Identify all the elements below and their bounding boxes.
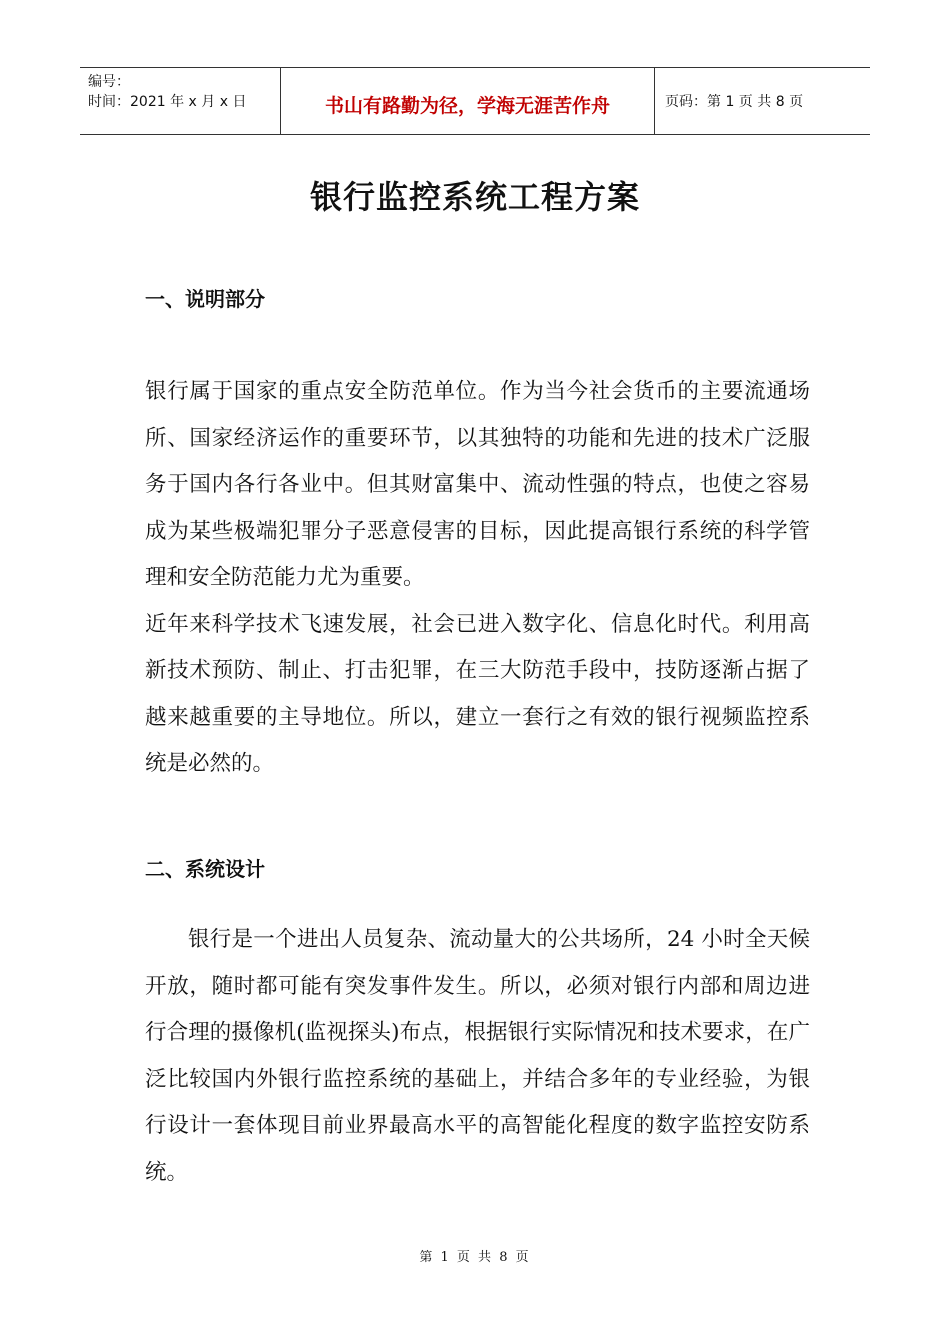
page-footer: 第 1 页 共 8 页 xyxy=(419,1250,531,1265)
header-page-info: 页码：第 1 页 共 8 页 xyxy=(665,94,804,110)
section-heading-2: 二、系统设计 xyxy=(145,857,265,881)
section-1-body xyxy=(145,369,810,788)
paragraph: 银行属于国家的重点安全防范单位。作为当今社会货币的主要流通场所、国家经济运作的重要环节，以其独特的功能和先进的技术广泛服务于国内各行各业中。但其财富集中、流动性强的特点，也使之容易成为某些极端犯罪分子恶意侵害的目标，因此提高银行系统的科学管理和安全防范能力尤为重要。 xyxy=(145,379,810,590)
section-2-body xyxy=(145,917,810,1196)
section-heading-1: 一、说明部分 xyxy=(145,287,265,311)
header-motto: 书山有路勤为径，学海无涯苦作舟 xyxy=(280,68,655,134)
page-header xyxy=(80,67,870,135)
header-meta xyxy=(80,68,280,134)
paragraph: 银行是一个进出人员复杂、流动量大的公共场所，24 小时全天候开放，随时都可能有突发事件发生。所以，必须对银行内部和周边进行合理的摄像机(监视探头)布点，根据银行实际情况和技术要求，在广泛比较国内外银行监控系统的基础上，并结合多年的专业经验，为银行设计一套体现目前业界最高水平的高智能化程度的数字监控安防系统。 xyxy=(145,927,810,1185)
paragraph: 近年来科学技术飞速发展，社会已进入数字化、信息化时代。利用高新技术预防、制止、打击犯罪，在三大防范手段中，技防逐渐占据了越来越重要的主导地位。所以，建立一套行之有效的银行视频监控系统是必然的。 xyxy=(145,611,810,776)
document-title: 银行监控系统工程方案 xyxy=(309,178,640,216)
number-label: 编号： xyxy=(88,74,130,90)
date-label: 时间：2021 年 x 月 x 日 xyxy=(88,94,247,110)
